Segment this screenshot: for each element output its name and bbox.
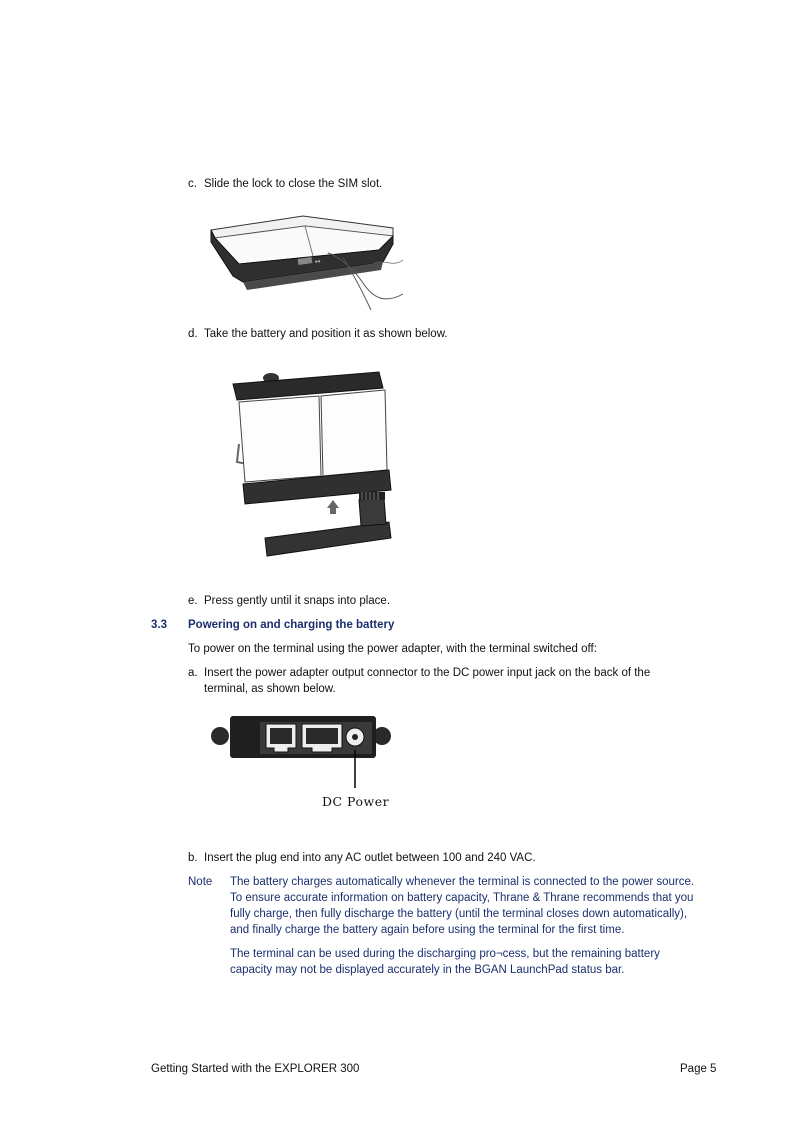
- footer-title: Getting Started with the EXPLORER 300: [151, 1063, 360, 1075]
- note-p1-line1: The battery charges automatically whenever the terminal is connected to the power source.: [230, 876, 695, 888]
- step-b-text: Insert the plug end into any AC outlet between 100 and 240 VAC.: [204, 852, 536, 864]
- step-e-letter: e.: [188, 595, 198, 607]
- figure-battery-position: [209, 352, 421, 568]
- note-p1-line4: and finally charge the battery again before using the terminal for the first time.: [230, 924, 625, 936]
- note-p1-line2: To ensure accurate information on battery capacity, Thrane & Thrane recommends that you: [230, 892, 694, 904]
- section-title: Powering on and charging the battery: [188, 619, 395, 631]
- step-d-letter: d.: [188, 328, 198, 340]
- step-d-text: Take the battery and position it as shown below.: [204, 328, 448, 340]
- step-b-letter: b.: [188, 852, 198, 864]
- dc-power-label: DC Power: [322, 794, 390, 809]
- svg-text:↔: ↔: [314, 257, 322, 266]
- note-body: [230, 874, 730, 978]
- note-p1-line3: fully charge, then fully discharge the battery (until the terminal closes down automatically),: [230, 908, 688, 920]
- step-c-text: Slide the lock to close the SIM slot.: [204, 178, 383, 190]
- note-p2-line1: The terminal can be used during the discharging pro¬cess, but the remaining battery: [230, 948, 660, 960]
- section-intro: To power on the terminal using the power adapter, with the terminal switched off:: [188, 643, 597, 655]
- note-p2-line2: capacity may not be displayed accurately in the BGAN LaunchPad status bar.: [230, 964, 625, 976]
- page-number: Page 5: [680, 1063, 717, 1075]
- step-e-text: Press gently until it snaps into place.: [204, 595, 391, 607]
- figure-dc-power: [208, 702, 403, 824]
- step-a-line1: Insert the power adapter output connector to the DC power input jack on the back of the: [204, 667, 651, 679]
- step-a-letter: a.: [188, 667, 198, 679]
- step-c-letter: c.: [188, 178, 197, 190]
- note-label: Note: [188, 876, 213, 888]
- step-a-line2: terminal, as shown below.: [204, 683, 336, 695]
- figure-sim-lock: [203, 198, 413, 323]
- section-number: 3.3: [151, 619, 167, 631]
